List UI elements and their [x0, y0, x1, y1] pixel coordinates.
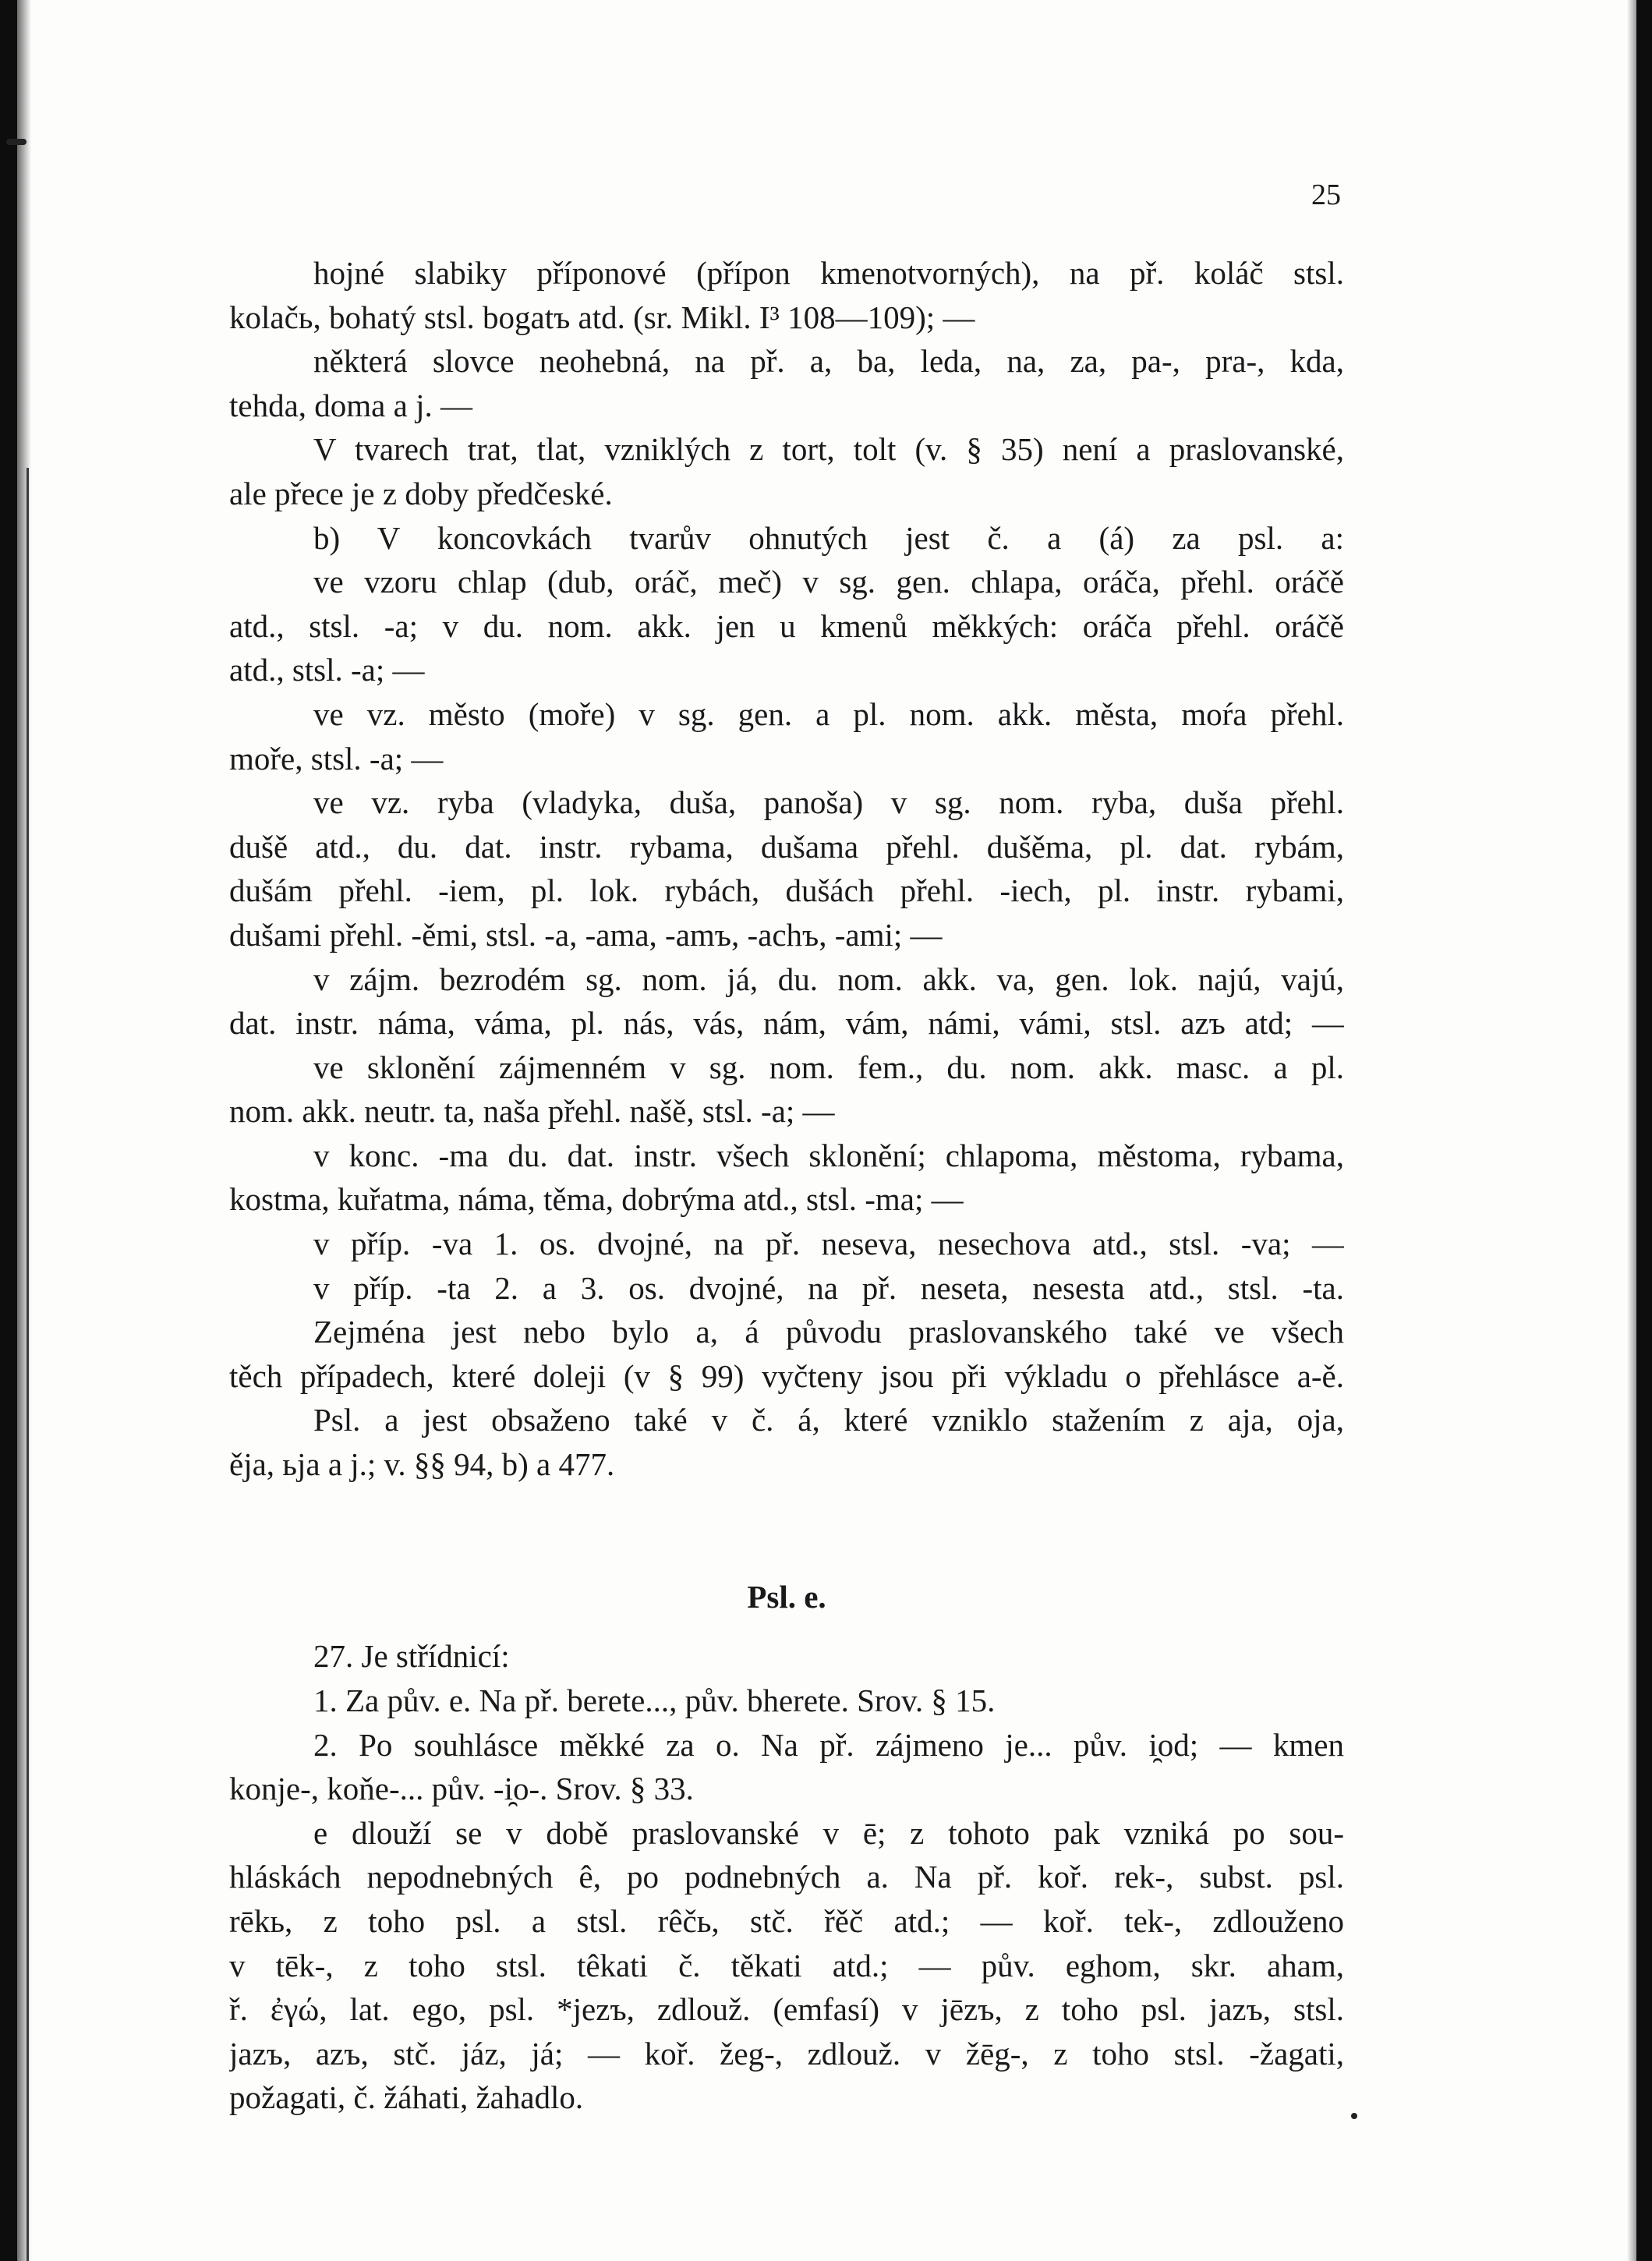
text-line: ve vzoru chlap (dub, oráč, meč) v sg. gen. chlapa, oráča, přehl. oráčě	[313, 564, 1344, 600]
section-gap	[229, 1530, 1344, 1575]
text-line: ale přece je z doby předčeské.	[229, 475, 613, 511]
text-line: ěja, ьja a j.; v. §§ 94, b) a 477.	[229, 1446, 615, 1483]
text-line: jazъ, azъ, stč. jáz, já; — koř. žeg-, zdlouž. v žēg-, z toho stsl. -žagati,	[229, 2035, 1344, 2072]
ink-speck	[6, 139, 27, 145]
section-gap	[229, 1487, 1344, 1531]
text-line: Psl. a jest obsaženo také v č. á, které vzniklo stažením z aja, oja,	[313, 1402, 1344, 1438]
text-line: atd., stsl. -a; —	[229, 652, 425, 688]
text-line: ve sklonění zájmenném v sg. nom. fem., du. nom. akk. masc. a pl.	[313, 1049, 1344, 1085]
text-line: 2. Po souhlásce měkké za o. Na př. zájmeno je... pův. i̯od; — kmen	[313, 1726, 1344, 1763]
text-line: v zájm. bezrodém sg. nom. já, du. nom. akk. va, gen. lok. najú, vajú,	[313, 961, 1344, 997]
text-line: v příp. -ta 2. a 3. os. dvojné, na př. neseta, nesesta atd., stsl. -ta.	[313, 1269, 1344, 1306]
text-line: 1. Za pův. e. Na př. berete..., pův. bherete. Srov. § 15.	[313, 1682, 996, 1718]
body-text	[229, 251, 1344, 2120]
text-line: některá slovce neohebná, na př. a, ba, leda, na, za, pa-, pra-, kda,	[313, 343, 1344, 380]
text-line: dušám přehl. -iem, pl. lok. rybách, dušách přehl. -iech, pl. instr. rybami,	[229, 872, 1344, 909]
text-line: požagati, č. žáhati, žahadlo.	[229, 2079, 584, 2116]
text-line: kolačь, bohatý stsl. bogatъ atd. (sr. Mikl. I³ 108—109); —	[229, 299, 975, 335]
text-line: v příp. -va 1. os. dvojné, na př. neseva, nesechova atd., stsl. -va; —	[313, 1226, 1344, 1262]
page-number: 25	[1311, 179, 1341, 211]
text-line: tehda, doma a j. —	[229, 387, 472, 423]
text-line: moře, stsl. -a; —	[229, 740, 444, 777]
text-line: v konc. -ma du. dat. instr. všech sklonění; chlapoma, městoma, rybama,	[313, 1137, 1344, 1173]
text-line: kostma, kuřatma, náma, těma, dobrýma atd., stsl. -ma; —	[229, 1181, 964, 1218]
scan-left-shadow	[17, 0, 31, 2261]
text-line: V tvarech trat, tlat, vzniklých z tort, tolt (v. § 35) není a praslovanské,	[313, 431, 1344, 468]
text-line: dušami přehl. -ěmi, stsl. -a, -ama, -amъ, -achъ, -ami; —	[229, 916, 943, 953]
text-line: konje-, koňe-... pův. -i̯o-. Srov. § 33.	[229, 1771, 694, 1807]
text-line: hojné slabiky příponové (přípon kmenotvorných), na př. koláč stsl.	[313, 255, 1344, 291]
scan-left-border	[0, 0, 17, 2261]
text-line: 27. Je střídnicí:	[313, 1638, 510, 1675]
text-line: dat. instr. náma, váma, pl. nás, vás, nám, vám, námi, vámi, stsl. azъ atd; —	[229, 1005, 1344, 1042]
section-gap	[229, 1619, 1344, 1634]
section-e-paragraphs	[229, 1634, 1344, 2120]
text-line: ve vz. ryba (vladyka, duša, panoša) v sg. nom. ryba, duša přehl.	[313, 784, 1344, 821]
binding-line	[27, 468, 29, 2261]
section-a-paragraphs	[229, 251, 1344, 1487]
text-line: dušě atd., du. dat. instr. rybama, dušama přehl. dušěma, pl. dat. rybám,	[229, 828, 1344, 865]
text-line: atd., stsl. -a; v du. nom. akk. jen u kmenů měkkých: oráča přehl. oráčě	[229, 607, 1344, 644]
text-line: Zejména jest nebo bylo a, á původu praslovanského také ve všech	[313, 1314, 1344, 1350]
text-line: nom. akk. neutr. ta, naša přehl. našě, stsl. -a; —	[229, 1093, 835, 1130]
text-line: e dlouží se v době praslovanské v ē; z tohoto pak vzniká po sou-	[313, 1814, 1344, 1851]
text-line: v tēk-, z toho stsl. têkati č. těkati atd.; — pův. eghom, skr. aham,	[229, 1947, 1344, 1983]
section-heading: Psl. e.	[747, 1578, 826, 1615]
text-line: ř. ἐγώ, lat. ego, psl. *jezъ, zdlouž. (emfasí) v jēzъ, z toho psl. jazъ, stsl.	[229, 1991, 1344, 2028]
text-line: ve vz. město (moře) v sg. gen. a pl. nom. akk. města, moŕa přehl.	[313, 695, 1344, 732]
text-line: b) V koncovkách tvarův ohnutých jest č. a (á) za psl. a:	[313, 519, 1344, 556]
scan-right-shadow	[1627, 0, 1636, 2261]
ink-speck	[1351, 2113, 1357, 2119]
text-line: rēkь, z toho psl. a stsl. rêčь, stč. řěč atd.; — koř. tek-, zdlouženo	[229, 1902, 1344, 1939]
text-line: těch případech, které doleji (v § 99) vyčteny jsou při výkladu o přehlásce a-ě.	[229, 1357, 1344, 1394]
scan-right-border	[1636, 0, 1652, 2261]
text-line: hláskách nepodnebných ê, po podnebných a. Na př. koř. rek-, subst. psl.	[229, 1859, 1344, 1895]
